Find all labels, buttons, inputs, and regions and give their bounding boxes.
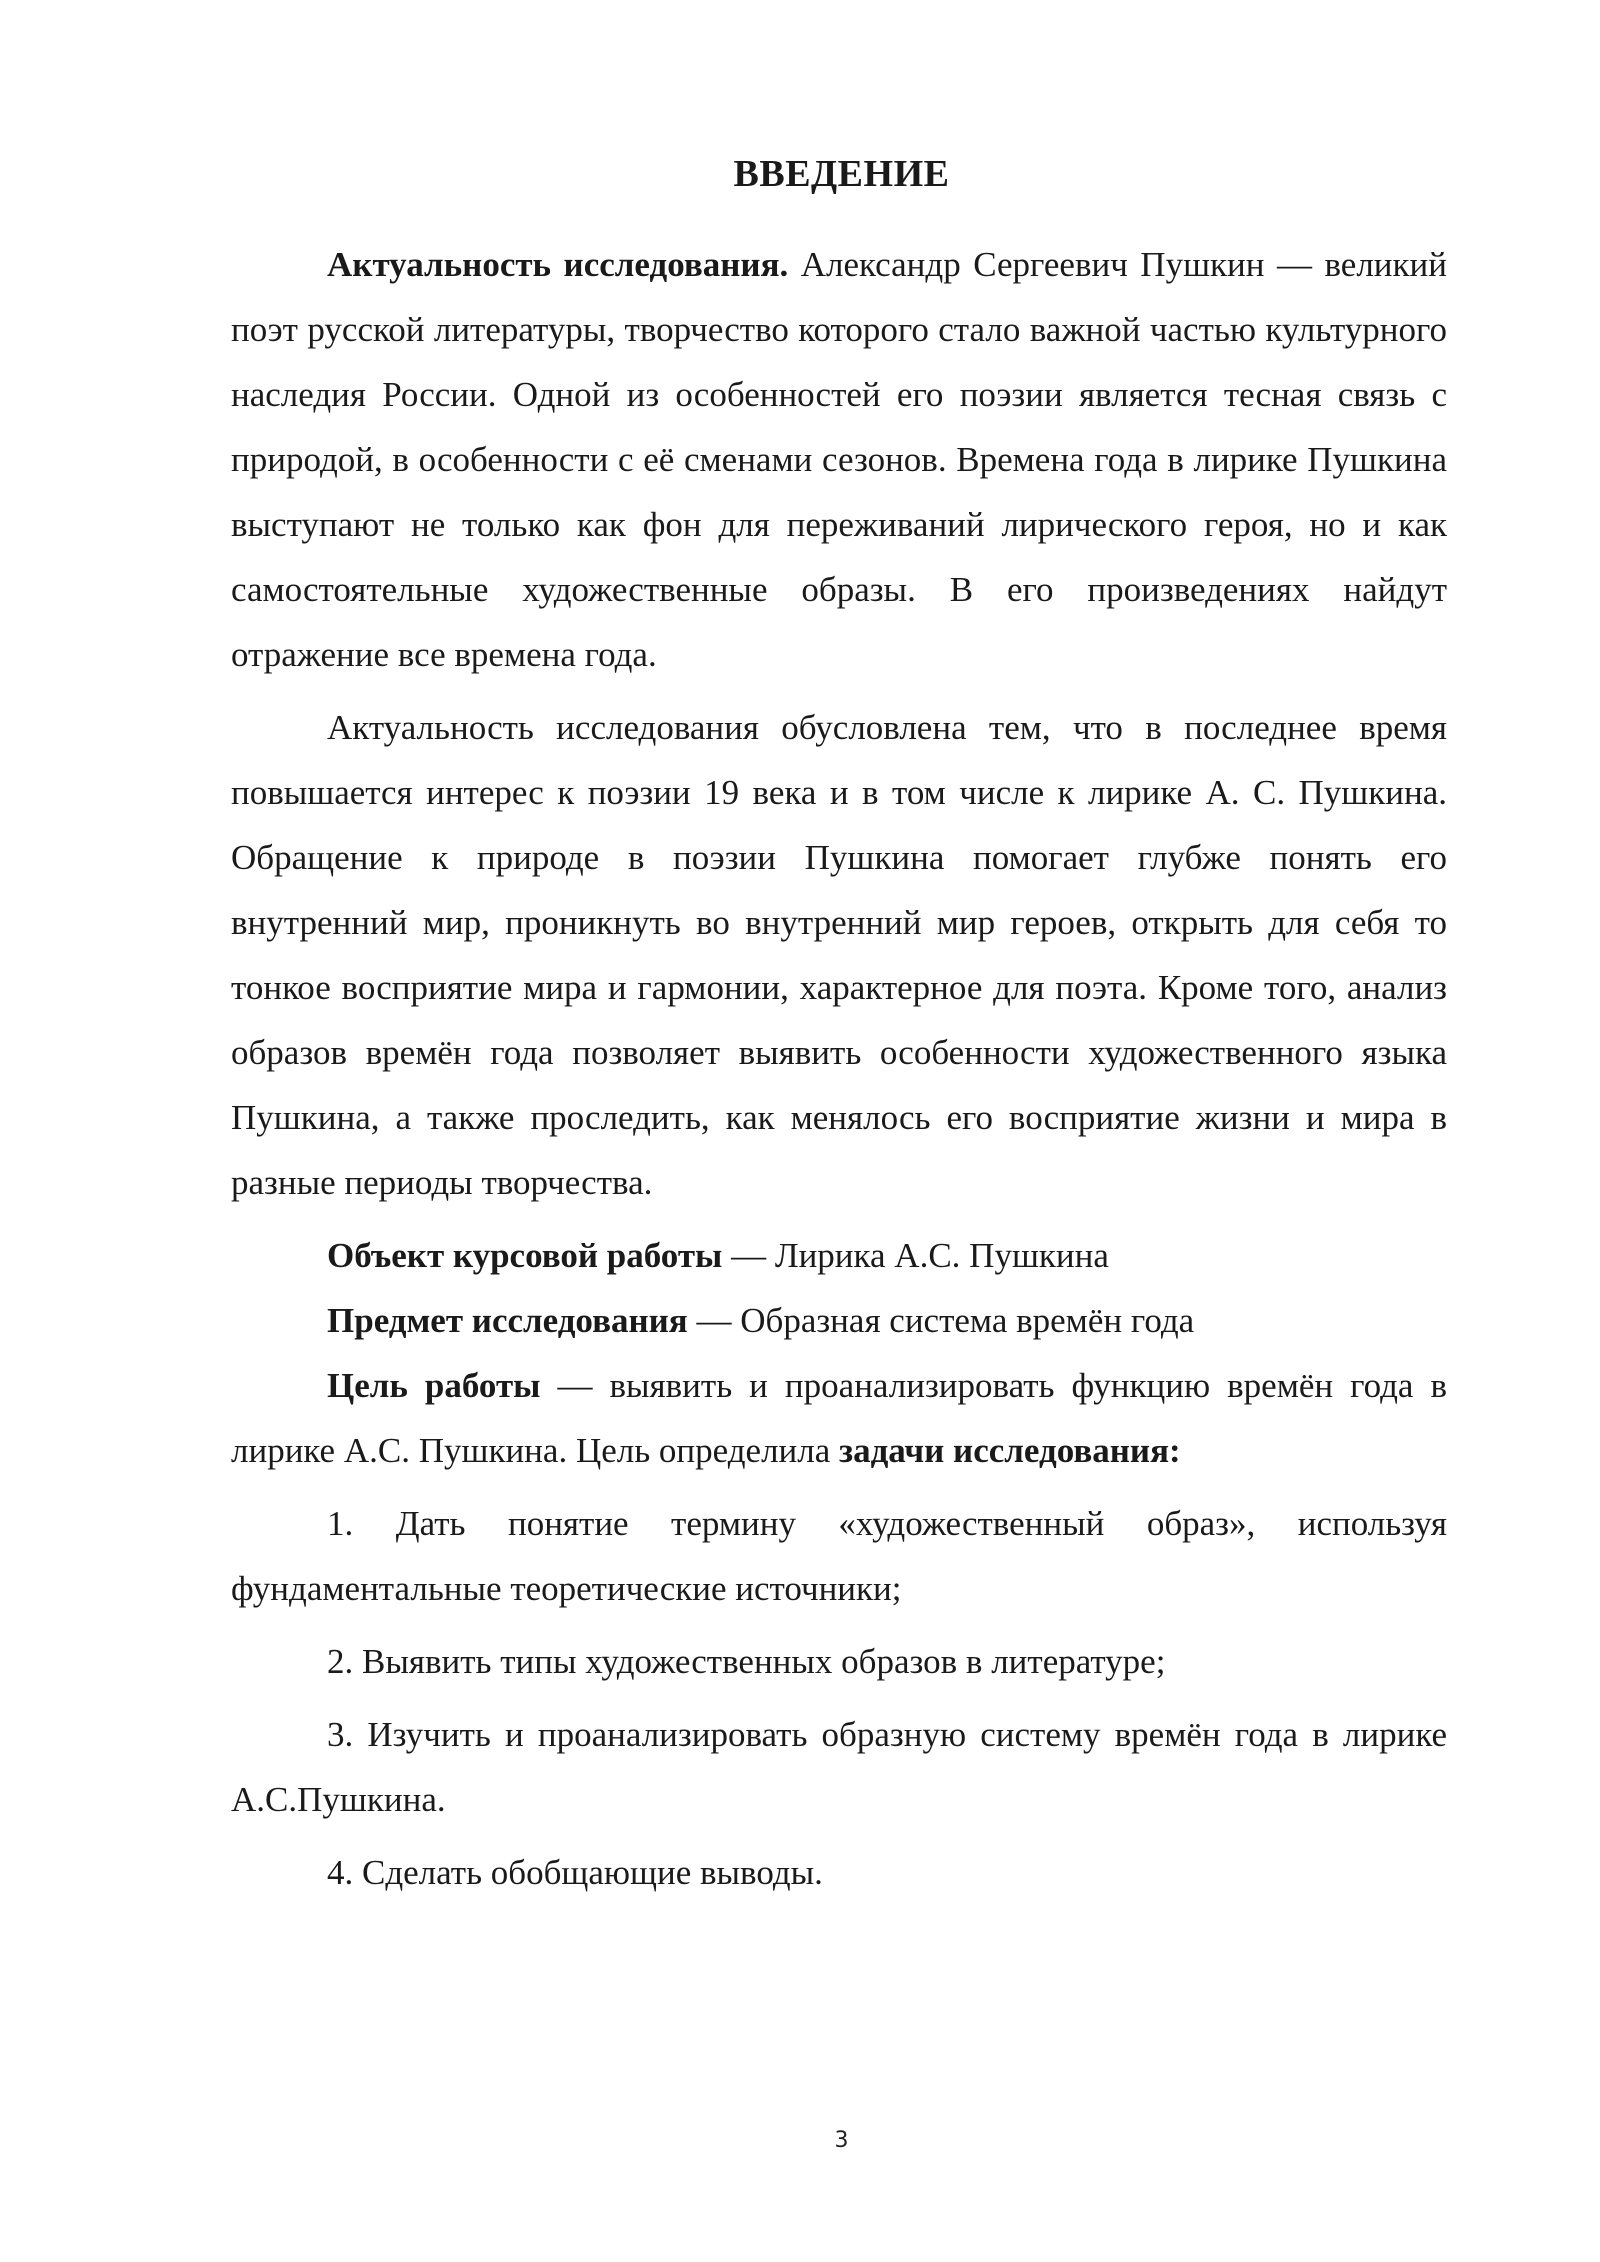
subject-label: Предмет исследования bbox=[327, 1301, 688, 1340]
relevance-paragraph bbox=[231, 232, 1447, 687]
goal-text: — выявить и проанализировать функцию времён года в лирике А.С. Пушкина. Цель определила bbox=[231, 1366, 1447, 1470]
relevance-label: Актуальность исследования. bbox=[327, 245, 789, 284]
task-item-4: 4. Сделать обобщающие выводы. bbox=[327, 1853, 823, 1892]
document-body bbox=[231, 232, 1447, 1905]
page-title: ВВЕДЕНИЕ bbox=[733, 153, 950, 195]
object-text: — Лирика А.С. Пушкина bbox=[722, 1236, 1109, 1275]
task-item-1: 1. Дать понятие термину «художественный образ», используя фундаментальные теоретические источники; bbox=[231, 1504, 1447, 1608]
goal-label: Цель работы bbox=[327, 1366, 541, 1405]
goal-paragraph bbox=[231, 1353, 1447, 1483]
task-item-2: 2. Выявить типы художественных образов в литературе; bbox=[327, 1642, 1166, 1681]
relevance-text: Александр Сергеевич Пушкин — великий поэт русской литературы, творчество которого стало важной частью культурного наследия России. Одной из особенностей его поэзии является тесная связь с природой, в особенности с её сменами сезонов. Времена года в лирике Пушкина выступают не только как фон для переживаний лирического героя, но и как самостоятельные художественные образы. В его произведениях найдут отражение все времена года. bbox=[231, 245, 1447, 674]
tasks-label: задачи исследования: bbox=[839, 1431, 1181, 1470]
object-label: Объект курсовой работы bbox=[327, 1236, 723, 1275]
relevance-reason-paragraph: Актуальность исследования обусловлена тем, что в последнее время повышается интерес к поэзии 19 века и в том числе к лирике А. С. Пушкина. Обращение к природе в поэзии Пушкина помогает глубже понять его внутренний мир, проникнуть во внутренний мир героев, открыть для себя то тонкое восприятие мира и гармонии, характерное для поэта. Кроме того, анализ образов времён года позволяет выявить особенности художественного языка Пушкина, а также проследить, как менялось его восприятие жизни и мира в разные периоды творчества. bbox=[231, 708, 1447, 1202]
task-item-3: 3. Изучить и проанализировать образную систему времён года в лирике А.С.Пушкина. bbox=[231, 1715, 1447, 1819]
object-paragraph bbox=[231, 1223, 1447, 1288]
subject-paragraph bbox=[231, 1288, 1447, 1353]
page-number: 3 bbox=[834, 2128, 849, 2153]
subject-text: — Образная система времён года bbox=[687, 1301, 1195, 1340]
